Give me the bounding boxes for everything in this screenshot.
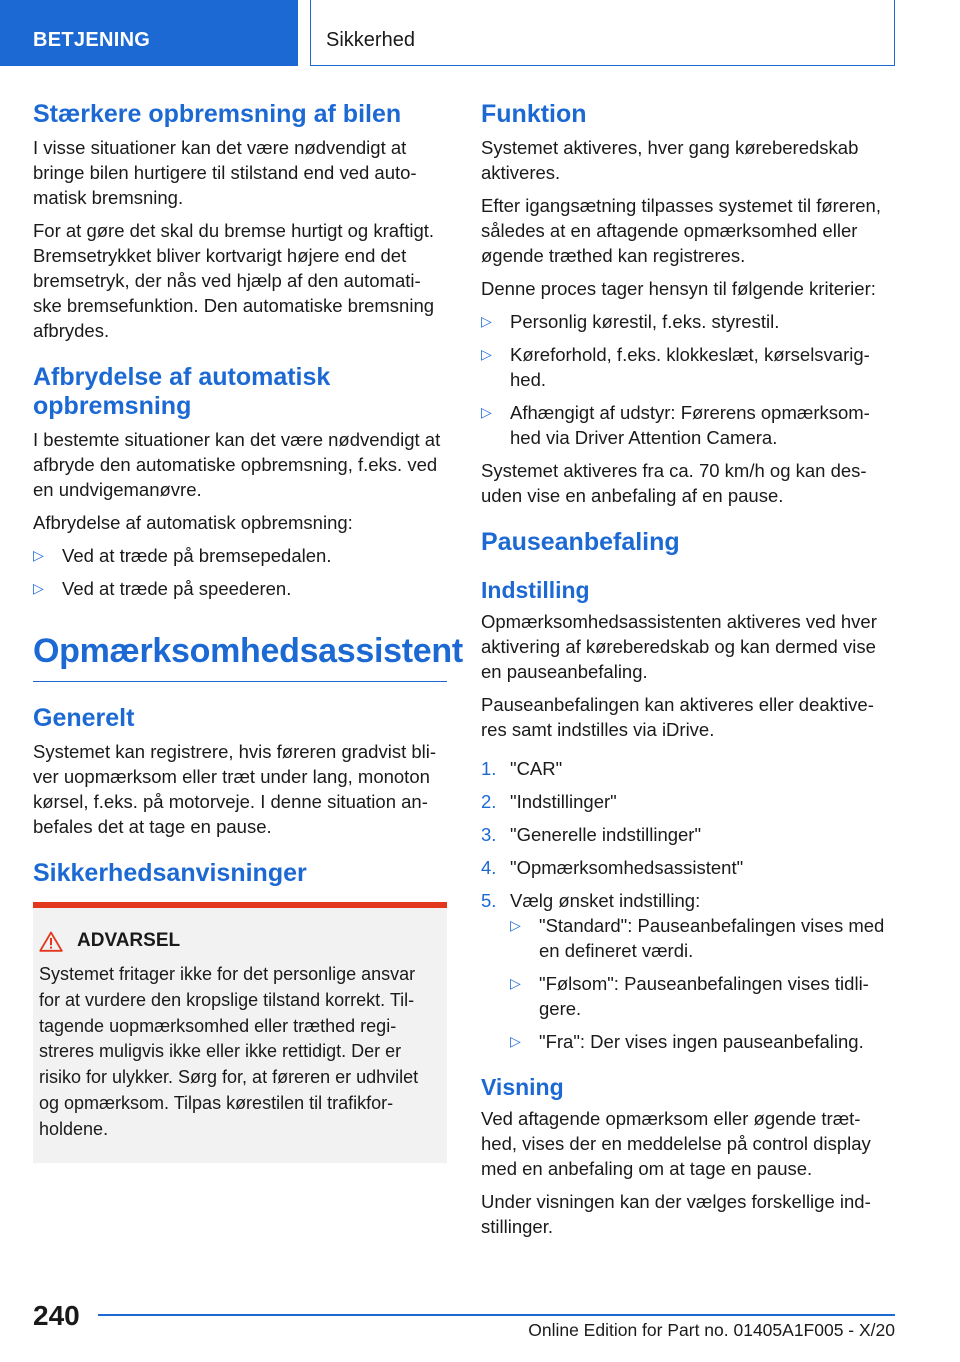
step-number: 4. <box>481 857 497 878</box>
step-item <box>481 789 895 814</box>
option-text: "Standard": Pauseanbefalingen vises med en defineret værdi. <box>539 915 885 961</box>
triangle-bullet-icon: ▷ <box>481 313 492 329</box>
triangle-bullet-icon: ▷ <box>481 404 492 420</box>
step-item <box>481 888 895 1054</box>
list-item <box>33 543 447 568</box>
triangle-bullet-icon: ▷ <box>33 580 44 596</box>
pause-heading: Pauseanbefaling <box>481 528 680 556</box>
footer-edition: Online Edition for Part no. 01405A1F005 - X/20 <box>98 1314 895 1341</box>
list-item-text: Afhængigt af udstyr: Førerens opmærksom-hed via Driver Attention Camera. <box>510 402 870 448</box>
triangle-bullet-icon: ▷ <box>481 346 492 362</box>
step-number: 1. <box>481 758 497 779</box>
list-item <box>481 400 895 450</box>
function-text-3: Denne proces tager hensyn til følgende kriterier: <box>481 278 876 299</box>
warning-label: ADVARSEL <box>77 930 181 951</box>
list-item-text: Personlig kørestil, f.eks. styrestil. <box>510 311 780 332</box>
option-text: "Fra": Der vises ingen pauseanbefaling. <box>539 1031 864 1052</box>
option-item <box>510 1029 895 1054</box>
step-text: "Generelle indstillinger" <box>510 824 702 845</box>
step-text: "Indstillinger" <box>510 791 617 812</box>
triangle-bullet-icon: ▷ <box>510 975 521 991</box>
display-text-1: Ved aftagende opmærksom eller øgende træt-hed, vises der en meddelelse på control display med en anbefaling om at tage en pause. <box>481 1108 871 1179</box>
function-text-2: Efter igangsætning tilpasses systemet til føreren, således at en aftagende opmærksomhed eller øgende træthed kan registreres. <box>481 195 881 266</box>
option-item <box>510 971 895 1021</box>
braking-text-1: I visse situationer kan det være nødvendigt at bringe bilen hurtigere til stilstand end ved auto-matisk bremsning. <box>33 137 417 208</box>
left-column <box>33 100 463 1163</box>
warning-text: Systemet fritager ikke for det personlige ansvar for at vurdere den kropslige tilstand korrekt. Til-tagende uopmærksomhed eller træthed regi-streres muligvis ikke eller ikke rettidigt. Der er risiko for ulykker. Sørg for, at føreren er udhvilet og opmærksom. Tilpas kørestilen til trafikfor-holdene. <box>39 964 419 1139</box>
interrupt-list <box>33 543 447 601</box>
list-item <box>33 576 447 601</box>
list-item-text: Køreforhold, f.eks. klokkeslæt, kørselsvarig-hed. <box>510 344 870 390</box>
interrupt-heading: Afbrydelse af automatisk opbremsning <box>33 363 331 420</box>
list-item <box>481 342 895 392</box>
criteria-list <box>481 309 895 450</box>
warning-box <box>33 902 447 1163</box>
page-number: 240 <box>33 1300 80 1331</box>
interrupt-text-2: Afbrydelse af automatisk opbremsning: <box>33 512 353 533</box>
step-number: 3. <box>481 824 497 845</box>
option-text: "Følsom": Pauseanbefalingen vises tidli-gere. <box>539 973 869 1019</box>
list-item-text: Ved at træde på speederen. <box>62 578 292 599</box>
step-text: Vælg ønsket indstilling: <box>510 890 701 911</box>
triangle-bullet-icon: ▷ <box>33 547 44 563</box>
step-text: "CAR" <box>510 758 563 779</box>
setting-heading: Indstilling <box>481 577 590 603</box>
warning-triangle-icon <box>39 931 63 952</box>
step-item <box>481 855 895 880</box>
step-number: 2. <box>481 791 497 812</box>
general-text: Systemet kan registrere, hvis føreren gradvist bli-ver uopmærksom eller træt under lang, monoton kørsel, f.eks. på motorveje. I denne situation an-befales det at tage en pause. <box>33 741 437 837</box>
braking-heading: Stærkere opbremsning af bilen <box>33 100 402 128</box>
list-item-text: Ved at træde på bremsepedalen. <box>62 545 332 566</box>
option-item <box>510 913 895 963</box>
assist-heading: Opmærksomhedsassistent <box>33 631 447 682</box>
warning-title <box>39 930 439 952</box>
interrupt-text-1: I bestemte situationer kan det være nødvendigt at afbryde den automatiske opbremsning, f.eks. ved en undvigemanøvre. <box>33 429 441 500</box>
right-column <box>481 100 895 1247</box>
setting-text-1: Opmærksomhedsassistenten aktiveres ved hver aktivering af køreberedskab og kan dermed vise en pauseanbefaling. <box>481 611 877 682</box>
step-number: 5. <box>481 890 497 911</box>
options-list <box>510 913 895 1054</box>
display-text-2: Under visningen kan der vælges forskellige ind-stillinger. <box>481 1191 871 1237</box>
safety-heading: Sikkerhedsanvisninger <box>33 859 307 887</box>
function-text-4: Systemet aktiveres fra ca. 70 km/h og kan des-uden vise en anbefaling af en pause. <box>481 460 867 506</box>
display-heading: Visning <box>481 1074 564 1100</box>
step-item <box>481 822 895 847</box>
setting-text-2: Pauseanbefalingen kan aktiveres eller deaktive-res samt indstilles via iDrive. <box>481 694 874 740</box>
steps-list <box>481 756 895 1054</box>
header-section: BETJENING <box>0 0 298 66</box>
triangle-bullet-icon: ▷ <box>510 1033 521 1049</box>
list-item <box>481 309 895 334</box>
triangle-bullet-icon: ▷ <box>510 917 521 933</box>
function-text-1: Systemet aktiveres, hver gang køreberedskab aktiveres. <box>481 137 859 183</box>
general-heading: Generelt <box>33 704 135 732</box>
braking-text-2: For at gøre det skal du bremse hurtigt og kraftigt. Bremsetrykket bliver kortvarigt højere end det bremsetryk, der nås ved hjælp af den automati-ske bremsefunktion. Den automatiske bremsning afbrydes. <box>33 220 435 341</box>
header-title: Sikkerhed <box>310 0 895 66</box>
function-heading: Funktion <box>481 100 587 128</box>
step-item <box>481 756 895 781</box>
step-text: "Opmærksomhedsassistent" <box>510 857 744 878</box>
